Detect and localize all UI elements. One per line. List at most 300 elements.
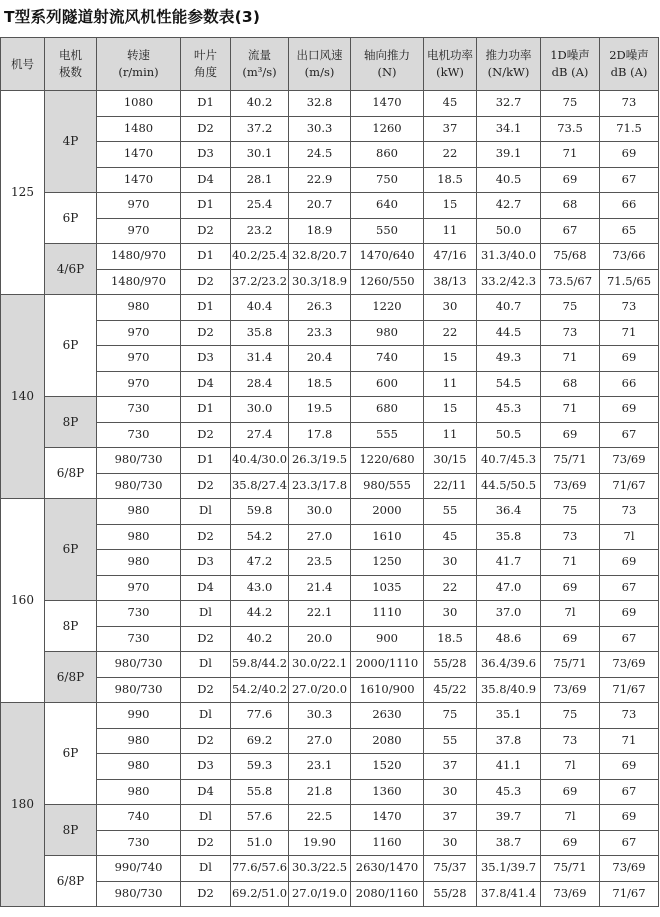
data-cell: 20.4 (289, 346, 351, 372)
data-cell: 23.2 (231, 218, 289, 244)
data-cell: 40.7 (477, 295, 541, 321)
table-row (1, 371, 659, 397)
data-cell: 50.5 (477, 422, 541, 448)
table-row (1, 193, 659, 219)
data-cell: D1 (181, 295, 231, 321)
data-cell: 27.0/20.0 (289, 677, 351, 703)
column-header (477, 38, 541, 91)
data-cell: 26.3/19.5 (289, 448, 351, 474)
data-cell: 37.8 (477, 728, 541, 754)
column-header-line: (r/min) (118, 65, 159, 79)
data-cell: 600 (351, 371, 424, 397)
data-cell: 730 (97, 601, 181, 627)
data-cell: 36.4 (477, 499, 541, 525)
data-cell: 71 (541, 346, 600, 372)
data-cell: 30 (424, 295, 477, 321)
data-cell: 71/67 (600, 677, 659, 703)
data-cell: 43.0 (231, 575, 289, 601)
data-cell: 75/71 (541, 856, 600, 882)
data-cell: 980/730 (97, 473, 181, 499)
pole-cell: 6P (45, 499, 97, 601)
pole-cell: 6/8P (45, 448, 97, 499)
data-cell: 730 (97, 626, 181, 652)
data-cell: 65 (600, 218, 659, 244)
table-row (1, 448, 659, 474)
column-header-line: 极数 (59, 65, 82, 79)
data-cell: 40.4 (231, 295, 289, 321)
data-cell: 48.6 (477, 626, 541, 652)
data-cell: 75 (424, 703, 477, 729)
data-cell: D3 (181, 550, 231, 576)
column-header-line: 叶片 (194, 48, 217, 63)
column-header (97, 38, 181, 91)
column-header-line: 转速 (127, 48, 150, 63)
data-cell: D2 (181, 116, 231, 142)
data-cell: 66 (600, 193, 659, 219)
data-cell: 67 (600, 626, 659, 652)
table-row (1, 218, 659, 244)
data-cell: 1470 (351, 91, 424, 117)
data-cell: 28.4 (231, 371, 289, 397)
data-cell: 55 (424, 499, 477, 525)
data-cell: 33.2/42.3 (477, 269, 541, 295)
data-cell: 73 (541, 524, 600, 550)
data-cell: 980 (97, 524, 181, 550)
model-cell: 180 (1, 703, 45, 907)
data-cell: 1610 (351, 524, 424, 550)
data-cell: 73/69 (541, 473, 600, 499)
data-cell: 71/67 (600, 473, 659, 499)
data-cell: 27.0 (289, 728, 351, 754)
column-header (1, 38, 45, 91)
data-cell: 22.9 (289, 167, 351, 193)
data-cell: 2080 (351, 728, 424, 754)
data-cell: 75/71 (541, 652, 600, 678)
pole-cell: 6P (45, 193, 97, 244)
data-cell: 71 (600, 728, 659, 754)
table-row (1, 269, 659, 295)
data-cell: 555 (351, 422, 424, 448)
data-cell: 7l (541, 805, 600, 831)
data-cell: 22/11 (424, 473, 477, 499)
data-cell: 45.3 (477, 397, 541, 423)
data-cell: 67 (600, 422, 659, 448)
data-cell: 69 (600, 346, 659, 372)
data-cell: 980 (351, 320, 424, 346)
data-cell: D2 (181, 218, 231, 244)
data-cell: 18.9 (289, 218, 351, 244)
data-cell: Dl (181, 601, 231, 627)
data-cell: 37 (424, 805, 477, 831)
data-cell: 38/13 (424, 269, 477, 295)
data-cell: 69 (600, 754, 659, 780)
data-cell: 23.3/17.8 (289, 473, 351, 499)
table-row (1, 728, 659, 754)
data-cell: 44.5 (477, 320, 541, 346)
data-cell: 71/67 (600, 881, 659, 907)
data-cell: 1110 (351, 601, 424, 627)
data-cell: Dl (181, 703, 231, 729)
data-cell: D3 (181, 754, 231, 780)
data-cell: 34.1 (477, 116, 541, 142)
data-cell: 17.8 (289, 422, 351, 448)
pole-cell: 6/8P (45, 652, 97, 703)
data-cell: 44.2 (231, 601, 289, 627)
data-cell: 69 (600, 142, 659, 168)
data-cell: 11 (424, 422, 477, 448)
data-cell: 1360 (351, 779, 424, 805)
data-cell: 30.3 (289, 116, 351, 142)
data-cell: 1470/640 (351, 244, 424, 270)
data-cell: 1080 (97, 91, 181, 117)
data-cell: 69 (541, 626, 600, 652)
table-row (1, 473, 659, 499)
data-cell: D2 (181, 728, 231, 754)
data-cell: 23.1 (289, 754, 351, 780)
data-cell: 980/730 (97, 448, 181, 474)
column-header (351, 38, 424, 91)
data-cell: 35.1/39.7 (477, 856, 541, 882)
data-cell: D3 (181, 142, 231, 168)
data-cell: 44.5/50.5 (477, 473, 541, 499)
column-header-line: (m³/s) (242, 65, 277, 79)
data-cell: D2 (181, 677, 231, 703)
column-header-line: 角度 (194, 65, 217, 79)
model-cell: 140 (1, 295, 45, 499)
data-cell: 59.8/44.2 (231, 652, 289, 678)
data-cell: 22 (424, 575, 477, 601)
data-cell: 15 (424, 346, 477, 372)
table-row (1, 397, 659, 423)
data-cell: 67 (600, 167, 659, 193)
data-cell: 32.8/20.7 (289, 244, 351, 270)
data-cell: Dl (181, 652, 231, 678)
data-cell: 69 (541, 779, 600, 805)
data-cell: 11 (424, 371, 477, 397)
data-cell: 7l (541, 754, 600, 780)
data-cell: D2 (181, 320, 231, 346)
data-cell: 21.8 (289, 779, 351, 805)
data-cell: 73 (541, 320, 600, 346)
data-cell: 47.2 (231, 550, 289, 576)
data-cell: 38.7 (477, 830, 541, 856)
column-header-line: (N/kW) (487, 65, 530, 79)
table-row (1, 856, 659, 882)
data-cell: 40.2/25.4 (231, 244, 289, 270)
data-cell: 35.8 (231, 320, 289, 346)
data-cell: 990 (97, 703, 181, 729)
model-cell: 125 (1, 91, 45, 295)
table-row (1, 805, 659, 831)
data-cell: 47.0 (477, 575, 541, 601)
data-cell: D1 (181, 91, 231, 117)
data-cell: 59.8 (231, 499, 289, 525)
data-cell: 69.2/51.0 (231, 881, 289, 907)
data-cell: 15 (424, 193, 477, 219)
data-cell: D2 (181, 626, 231, 652)
data-cell: 67 (600, 575, 659, 601)
data-cell: 1470 (351, 805, 424, 831)
data-cell: 35.1 (477, 703, 541, 729)
pole-cell: 6P (45, 703, 97, 805)
data-cell: 30.3/22.5 (289, 856, 351, 882)
data-cell: 73/69 (541, 677, 600, 703)
model-cell: 160 (1, 499, 45, 703)
data-cell: 73/69 (600, 448, 659, 474)
data-cell: D4 (181, 371, 231, 397)
data-cell: 54.2 (231, 524, 289, 550)
data-cell: 69 (541, 167, 600, 193)
data-cell: D2 (181, 269, 231, 295)
data-cell: 980 (97, 550, 181, 576)
data-cell: 30.0/22.1 (289, 652, 351, 678)
data-cell: 680 (351, 397, 424, 423)
data-cell: 740 (97, 805, 181, 831)
data-cell: 1470 (97, 142, 181, 168)
data-cell: D1 (181, 397, 231, 423)
table-row (1, 320, 659, 346)
data-cell: 730 (97, 422, 181, 448)
data-cell: 30/15 (424, 448, 477, 474)
data-cell: 30.0 (289, 499, 351, 525)
data-cell: 75/71 (541, 448, 600, 474)
column-header-line: (m/s) (304, 65, 335, 79)
data-cell: 970 (97, 346, 181, 372)
data-cell: 2630/1470 (351, 856, 424, 882)
data-cell: 7l (541, 601, 600, 627)
pole-cell: 6/8P (45, 856, 97, 907)
data-cell: 73.5 (541, 116, 600, 142)
column-header-line: 推力功率 (485, 48, 532, 63)
data-cell: 980/730 (97, 652, 181, 678)
table-row (1, 575, 659, 601)
column-header-line: 轴向推力 (364, 48, 410, 63)
data-cell: 25.4 (231, 193, 289, 219)
data-cell: 41.7 (477, 550, 541, 576)
data-cell: 45/22 (424, 677, 477, 703)
data-cell: D1 (181, 193, 231, 219)
data-cell: 2000/1110 (351, 652, 424, 678)
data-cell: 37.2 (231, 116, 289, 142)
data-cell: 18.5 (289, 371, 351, 397)
table-row (1, 116, 659, 142)
data-cell: 1035 (351, 575, 424, 601)
data-cell: 980 (97, 754, 181, 780)
data-cell: 68 (541, 371, 600, 397)
data-cell: 40.2 (231, 91, 289, 117)
data-cell: 860 (351, 142, 424, 168)
data-cell: 27.4 (231, 422, 289, 448)
data-cell: 550 (351, 218, 424, 244)
data-cell: 54.5 (477, 371, 541, 397)
data-cell: 1520 (351, 754, 424, 780)
data-cell: 18.5 (424, 167, 477, 193)
data-cell: 15 (424, 397, 477, 423)
data-cell: 39.1 (477, 142, 541, 168)
data-cell: Dl (181, 856, 231, 882)
data-cell: 45 (424, 524, 477, 550)
data-cell: 1470 (97, 167, 181, 193)
table-row (1, 499, 659, 525)
data-cell: 50.0 (477, 218, 541, 244)
data-cell: D4 (181, 779, 231, 805)
data-cell: 45 (424, 91, 477, 117)
pole-cell: 8P (45, 805, 97, 856)
data-cell: 30 (424, 830, 477, 856)
header-row (1, 38, 659, 91)
data-cell: 69.2 (231, 728, 289, 754)
data-cell: 2630 (351, 703, 424, 729)
data-cell: 69 (600, 397, 659, 423)
table-row (1, 91, 659, 117)
data-cell: 73/69 (600, 652, 659, 678)
data-cell: 19.90 (289, 830, 351, 856)
data-cell: 75/68 (541, 244, 600, 270)
data-cell: 75 (541, 295, 600, 321)
data-cell: 36.4/39.6 (477, 652, 541, 678)
data-cell: 67 (600, 779, 659, 805)
data-cell: 11 (424, 218, 477, 244)
data-cell: 73.5/67 (541, 269, 600, 295)
column-header (45, 38, 97, 91)
data-cell: 1220 (351, 295, 424, 321)
data-cell: 22 (424, 142, 477, 168)
data-cell: 73/69 (541, 881, 600, 907)
data-cell: 47/16 (424, 244, 477, 270)
data-cell: 980/730 (97, 881, 181, 907)
column-header-line: 出口风速 (296, 48, 343, 63)
table-row (1, 626, 659, 652)
data-cell: 77.6/57.6 (231, 856, 289, 882)
column-header-line: dB (A) (610, 65, 648, 79)
data-cell: 28.1 (231, 167, 289, 193)
table-row (1, 244, 659, 270)
column-header-line: 1D噪声 (550, 48, 590, 63)
data-cell: 980 (97, 295, 181, 321)
data-cell: 22.5 (289, 805, 351, 831)
data-cell: 22.1 (289, 601, 351, 627)
data-cell: Dl (181, 805, 231, 831)
data-cell: 970 (97, 371, 181, 397)
data-cell: 1480/970 (97, 269, 181, 295)
column-header-line: dB (A) (551, 65, 589, 79)
table-row (1, 550, 659, 576)
data-cell: 71.5 (600, 116, 659, 142)
data-cell: 1260/550 (351, 269, 424, 295)
data-cell: 37.8/41.4 (477, 881, 541, 907)
data-cell: 7l (600, 524, 659, 550)
column-header-line: 2D噪声 (609, 48, 649, 63)
data-cell: 1480/970 (97, 244, 181, 270)
data-cell: 900 (351, 626, 424, 652)
data-cell: 71 (541, 142, 600, 168)
data-cell: 75/37 (424, 856, 477, 882)
data-cell: 31.4 (231, 346, 289, 372)
data-cell: 59.3 (231, 754, 289, 780)
table-row (1, 830, 659, 856)
data-cell: 24.5 (289, 142, 351, 168)
data-cell: 750 (351, 167, 424, 193)
data-cell: 73 (600, 703, 659, 729)
column-header-line: 电机功率 (427, 48, 473, 63)
table-row (1, 167, 659, 193)
data-cell: 40.7/45.3 (477, 448, 541, 474)
data-cell: D2 (181, 881, 231, 907)
data-cell: 1480 (97, 116, 181, 142)
table-row (1, 346, 659, 372)
data-cell: 35.8/27.4 (231, 473, 289, 499)
data-cell: 970 (97, 575, 181, 601)
data-cell: 71 (541, 550, 600, 576)
data-cell: 54.2/40.2 (231, 677, 289, 703)
data-cell: 1260 (351, 116, 424, 142)
data-cell: 49.3 (477, 346, 541, 372)
data-cell: 32.7 (477, 91, 541, 117)
pole-cell: 6P (45, 295, 97, 397)
data-cell: 970 (97, 218, 181, 244)
pole-cell: 8P (45, 601, 97, 652)
data-cell: 19.5 (289, 397, 351, 423)
column-header (231, 38, 289, 91)
data-cell: 69 (600, 805, 659, 831)
data-cell: 67 (541, 218, 600, 244)
data-cell: 21.4 (289, 575, 351, 601)
table-row (1, 142, 659, 168)
column-header (181, 38, 231, 91)
data-cell: 30 (424, 601, 477, 627)
data-cell: 980 (97, 499, 181, 525)
data-cell: 41.1 (477, 754, 541, 780)
data-cell: 40.5 (477, 167, 541, 193)
data-cell: 30 (424, 779, 477, 805)
data-cell: Dl (181, 499, 231, 525)
data-cell: 40.4/30.0 (231, 448, 289, 474)
data-cell: 69 (541, 422, 600, 448)
data-cell: 22 (424, 320, 477, 346)
table-row (1, 779, 659, 805)
data-cell: D3 (181, 346, 231, 372)
data-cell: 23.3 (289, 320, 351, 346)
data-cell: 30.1 (231, 142, 289, 168)
data-cell: 37.2/23.2 (231, 269, 289, 295)
data-cell: 75 (541, 703, 600, 729)
data-cell: 69 (541, 575, 600, 601)
data-cell: 73 (600, 91, 659, 117)
column-header-line: 机号 (11, 56, 34, 71)
data-cell: 730 (97, 397, 181, 423)
data-cell: 1220/680 (351, 448, 424, 474)
data-cell: 71.5/65 (600, 269, 659, 295)
data-cell: 67 (600, 830, 659, 856)
data-cell: 990/740 (97, 856, 181, 882)
data-cell: 42.7 (477, 193, 541, 219)
data-cell: 27.0 (289, 524, 351, 550)
data-cell: D2 (181, 473, 231, 499)
table-row (1, 881, 659, 907)
data-cell: 77.6 (231, 703, 289, 729)
data-cell: 57.6 (231, 805, 289, 831)
data-cell: 30.0 (231, 397, 289, 423)
data-cell: 26.3 (289, 295, 351, 321)
data-cell: 18.5 (424, 626, 477, 652)
data-cell: D1 (181, 244, 231, 270)
data-cell: 66 (600, 371, 659, 397)
data-cell: 980 (97, 779, 181, 805)
column-header-line: (kW) (436, 65, 464, 79)
data-cell: 20.7 (289, 193, 351, 219)
performance-table (0, 37, 659, 907)
data-cell: 31.3/40.0 (477, 244, 541, 270)
